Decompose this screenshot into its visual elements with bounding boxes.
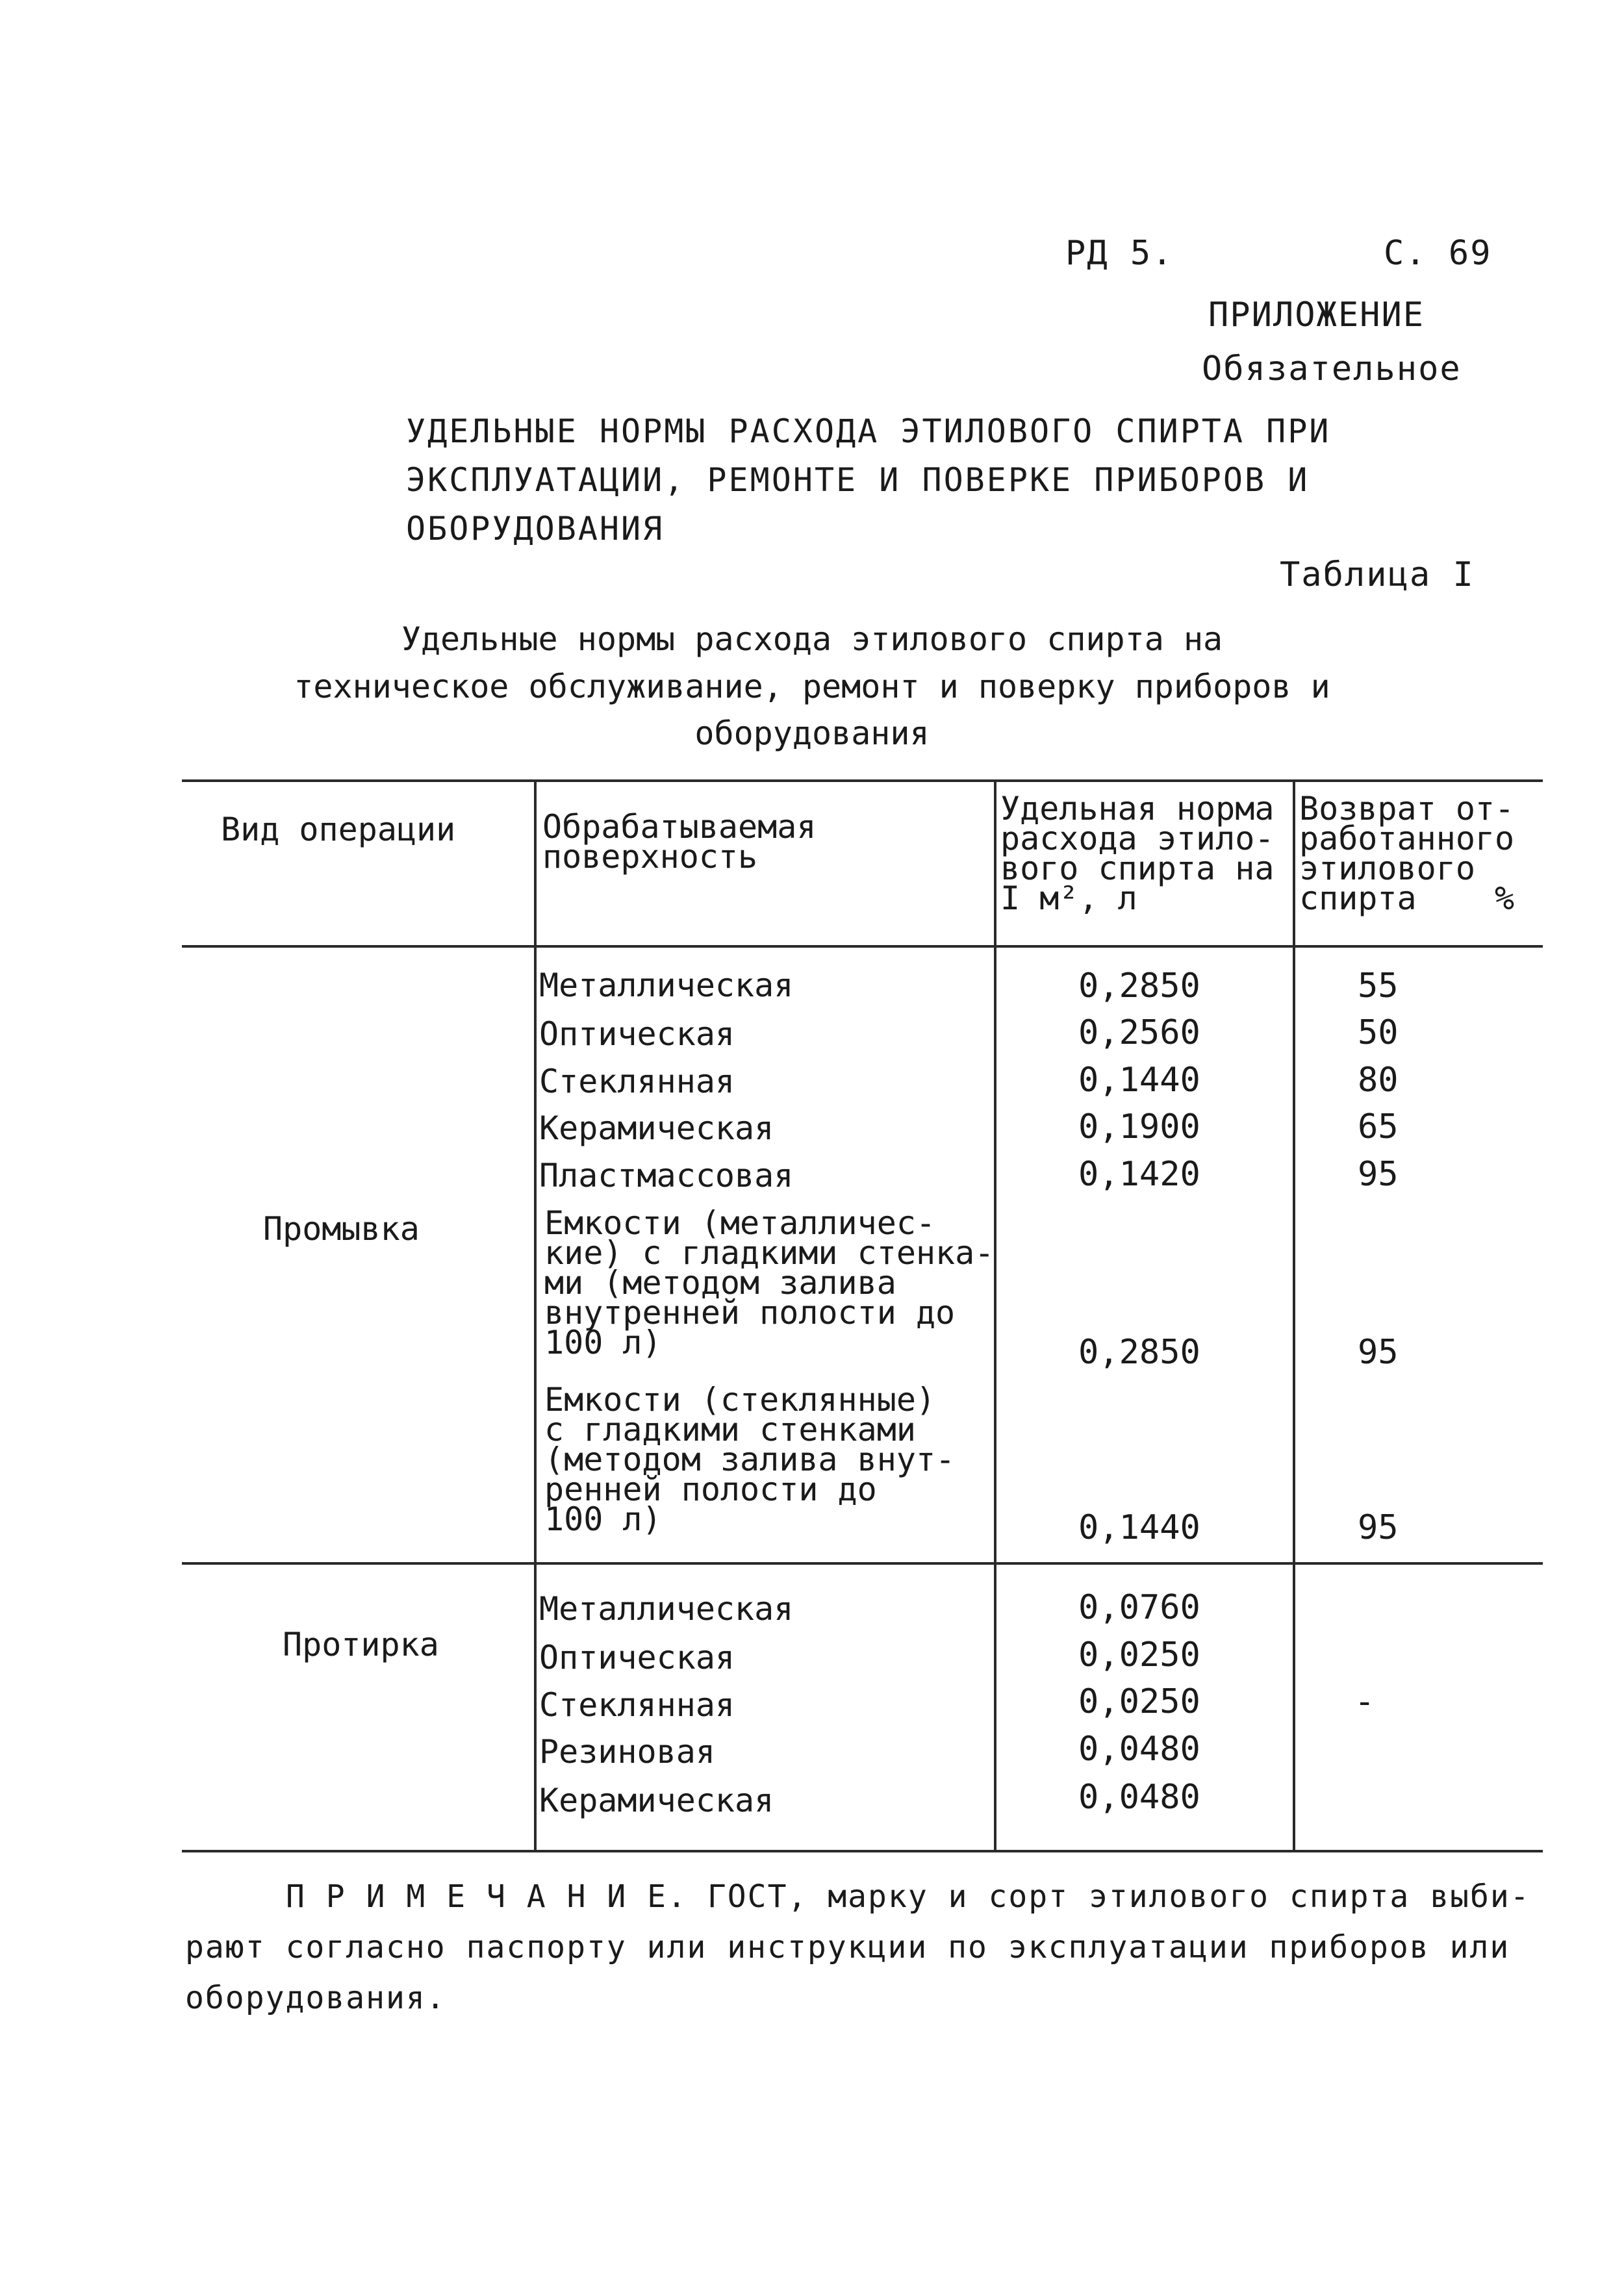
document-title-line-2: ЭКСПЛУАТАЦИИ, РЕМОНТЕ И ПОВЕРКЕ ПРИБОРОВ И xyxy=(406,461,1310,499)
document-title-line-3: ОБОРУДОВАНИЯ xyxy=(406,510,665,548)
return-cell: 80 xyxy=(1358,1061,1399,1100)
surface-cell: Пластмассовая xyxy=(539,1157,794,1194)
column-header-operation: Вид операции xyxy=(221,811,456,848)
surface-cell: Оптическая xyxy=(539,1015,735,1053)
norm-cell: 0,2850 xyxy=(1078,967,1200,1005)
document-code: РД 5. xyxy=(1065,234,1174,273)
surface-cell: Керамическая xyxy=(539,1109,774,1147)
operation-washing: Промывка xyxy=(263,1210,420,1248)
norm-cell: 0,1900 xyxy=(1078,1107,1200,1146)
operation-wiping: Протирка xyxy=(283,1626,439,1663)
column-divider-3 xyxy=(1293,779,1295,1851)
return-cell: 50 xyxy=(1358,1013,1399,1052)
column-divider-1 xyxy=(534,779,537,1851)
column-header-surface: Обрабатываемая поверхность xyxy=(542,808,817,876)
return-cell: 95 xyxy=(1358,1155,1399,1194)
surface-cell: Емкости (металличес- кие) с гладкими стенка- ми (методом залива внутренней полости до 100 л) xyxy=(544,1204,995,1361)
note-line-3: оборудования. xyxy=(185,1980,446,2016)
norm-cell: 0,0760 xyxy=(1078,1588,1200,1627)
surface-cell: Стеклянная xyxy=(539,1063,735,1100)
surface-cell: Оптическая xyxy=(539,1639,735,1676)
norm-cell: 0,0250 xyxy=(1078,1682,1200,1721)
return-cell: 65 xyxy=(1358,1107,1399,1146)
norm-cell: 0,0480 xyxy=(1078,1778,1200,1817)
note-line-1: П Р И М Е Ч А Н И Е. ГОСТ, марку и сорт этилового спирта выби- xyxy=(286,1878,1530,1915)
table-caption-line-2: техническое обслуживание, ремонт и поверку приборов и xyxy=(294,668,1330,705)
norm-cell: 0,0250 xyxy=(1078,1636,1200,1674)
table-header-rule xyxy=(182,945,1543,948)
document-title-line-1: УДЕЛЬНЫЕ НОРМЫ РАСХОДА ЭТИЛОВОГО СПИРТА ПРИ xyxy=(406,412,1331,450)
column-divider-2 xyxy=(994,779,996,1851)
table-caption-line-3: оборудования xyxy=(694,714,930,752)
return-cell: 55 xyxy=(1358,967,1399,1005)
page-number: С. 69 xyxy=(1384,234,1492,273)
table-label: Таблица I xyxy=(1280,555,1475,594)
surface-cell: Резиновая xyxy=(539,1733,715,1771)
surface-cell: Керамическая xyxy=(539,1782,774,1819)
surface-cell: Стеклянная xyxy=(539,1686,735,1724)
norm-cell: 0,2560 xyxy=(1078,1013,1200,1052)
appendix-status: Обязательное xyxy=(1202,349,1462,388)
return-cell: 95 xyxy=(1358,1508,1399,1547)
table-group-rule xyxy=(182,1562,1543,1565)
column-header-return: Возврат от- работанного этилового спирта % xyxy=(1299,790,1515,917)
return-cell: 95 xyxy=(1358,1333,1399,1372)
table-caption-line-1: Удельные нормы расхода этилового спирта на xyxy=(401,620,1223,658)
surface-cell: Металлическая xyxy=(539,1590,794,1628)
norm-cell: 0,1420 xyxy=(1078,1155,1200,1194)
surface-cell: Металлическая xyxy=(539,967,794,1004)
table-bottom-rule xyxy=(182,1850,1543,1852)
appendix-label: ПРИЛОЖЕНИЕ xyxy=(1208,296,1425,335)
return-cell-wiping: - xyxy=(1354,1682,1375,1721)
norm-cell: 0,1440 xyxy=(1078,1061,1200,1100)
norm-cell: 0,1440 xyxy=(1078,1508,1200,1547)
norm-cell: 0,0480 xyxy=(1078,1730,1200,1769)
note-line-2: рают согласно паспорту или инструкции по эксплуатации приборов или xyxy=(185,1929,1510,1965)
column-header-norm: Удельная норма расхода этило- вого спирта на I м², л xyxy=(1000,790,1275,917)
table-top-rule xyxy=(182,779,1543,782)
surface-cell: Емкости (стеклянные) с гладкими стенками (методом залива внут- ренней полости до 100 л) xyxy=(544,1381,956,1538)
norm-cell: 0,2850 xyxy=(1078,1333,1200,1372)
